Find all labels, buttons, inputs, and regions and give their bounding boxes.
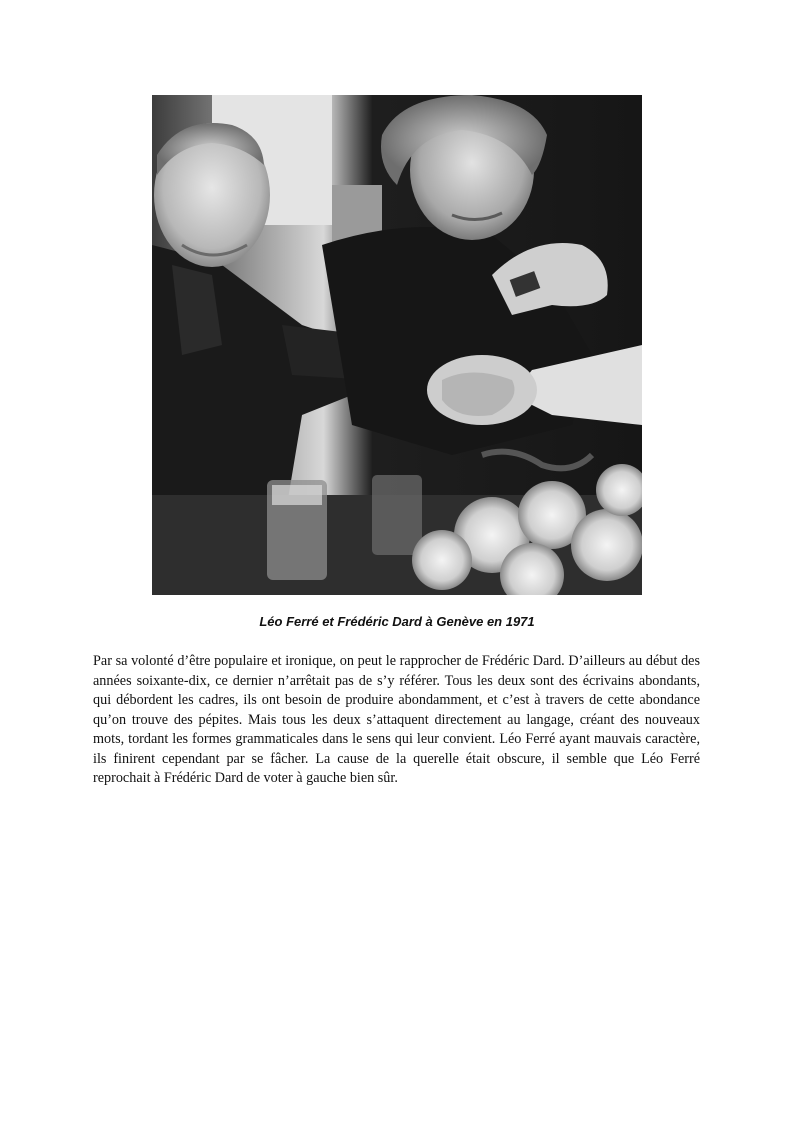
photograph-illustration (152, 95, 642, 595)
photograph (152, 95, 642, 595)
photo-caption: Léo Ferré et Frédéric Dard à Genève en 1971 (259, 614, 535, 629)
body-paragraph: Par sa volonté d’être populaire et ironique, on peut le rapprocher de Frédéric Dard. D’ailleurs au début des années soixante-dix, ce dernier n’arrêtait pas de s’y référer. Tous les deux sont des écrivains abondants, qui débordent les cadres, ils ont besoin de produire abondamment, et c’est à travers de cette abondance qu’on trouve des pépites. Mais tous les deux s’attaquent directement au langage, créant des nouveaux mots, tordant les formes grammaticales dans le sens qui leur convient. Léo Ferré ayant mauvais caractère, ils finirent cependant par se fâcher. La cause de la querelle était obscure, il semble que Léo Ferré reprochait à Frédéric Dard de voter à gauche bien sûr. (93, 653, 700, 786)
